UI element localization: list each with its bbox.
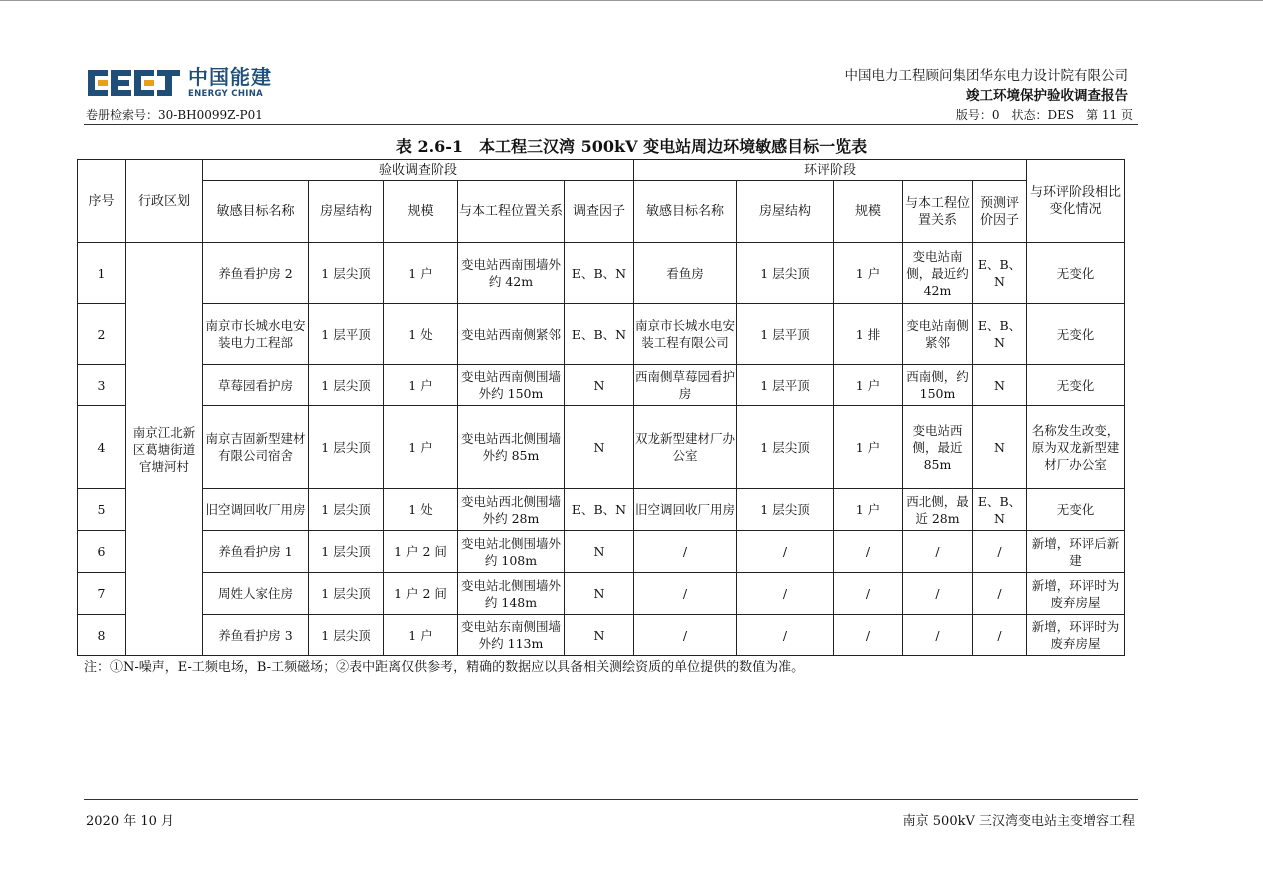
cell-acc-structure: 1 层平顶: [309, 304, 384, 365]
cell-acc-name: 养鱼看护房 2: [203, 243, 309, 304]
header-acc-position: 与本工程位置关系: [458, 181, 565, 243]
cell-acc-scale: 1 处: [384, 489, 458, 531]
cell-change: 无变化: [1027, 304, 1125, 365]
cell-acc-structure: 1 层尖顶: [309, 489, 384, 531]
cell-eia-name: 看鱼房: [634, 243, 737, 304]
volume-number: 卷册检索号：30-BH0099Z-P01: [86, 108, 263, 122]
cell-change: 新增，环评后新建: [1027, 531, 1125, 573]
cell-eia-structure: 1 层平顶: [737, 365, 834, 406]
cell-eia-structure: 1 层平顶: [737, 304, 834, 365]
cell-acc-scale: 1 户: [384, 365, 458, 406]
cell-seq: 5: [78, 489, 126, 531]
cell-acc-position: 变电站西北侧围墙外约 85m: [458, 406, 565, 489]
cell-acc-name: 养鱼看护房 1: [203, 531, 309, 573]
cell-eia-name: /: [634, 615, 737, 656]
cell-change: 无变化: [1027, 243, 1125, 304]
cell-eia-factor: /: [973, 531, 1027, 573]
table-row: [78, 489, 1125, 531]
cell-acc-factor: E、B、N: [565, 489, 634, 531]
cell-acc-structure: 1 层尖顶: [309, 531, 384, 573]
cell-acc-factor: N: [565, 615, 634, 656]
cell-acc-scale: 1 户 2 间: [384, 573, 458, 615]
cell-eia-name: 双龙新型建材厂办公室: [634, 406, 737, 489]
cell-change: 新增，环评时为废弃房屋: [1027, 573, 1125, 615]
cell-eia-position: 变电站南侧，最近约 42m: [903, 243, 973, 304]
footer-divider: [84, 799, 1138, 800]
header-acc-structure: 房屋结构: [309, 181, 384, 243]
header-acc-factor: 调查因子: [565, 181, 634, 243]
cell-eia-structure: 1 层尖顶: [737, 489, 834, 531]
table-row: [78, 531, 1125, 573]
company-logo: [86, 66, 272, 100]
header-acc-name: 敏感目标名称: [203, 181, 309, 243]
cell-acc-name: 南京吉固新型建材有限公司宿舍: [203, 406, 309, 489]
cell-acc-structure: 1 层尖顶: [309, 243, 384, 304]
cell-acc-name: 周姓人家住房: [203, 573, 309, 615]
table-note: 注：①N-噪声，E-工频电场，B-工频磁场；②表中距离仅供参考，精确的数据应以具备相关测绘资质的单位提供的数值为准。: [84, 660, 805, 675]
cell-acc-position: 变电站西南侧围墙外约 150m: [458, 365, 565, 406]
cell-eia-scale: 1 户: [834, 365, 903, 406]
cell-eia-structure: 1 层尖顶: [737, 406, 834, 489]
cell-eia-name: /: [634, 531, 737, 573]
cell-eia-position: /: [903, 615, 973, 656]
cell-eia-name: 南京市长城水电安装工程有限公司: [634, 304, 737, 365]
cell-eia-position: /: [903, 531, 973, 573]
cell-eia-position: 西北侧，最近 28m: [903, 489, 973, 531]
cell-acc-scale: 1 处: [384, 304, 458, 365]
table-row: [78, 406, 1125, 489]
cell-eia-factor: E、B、N: [973, 243, 1027, 304]
sensitive-targets-table: [77, 159, 1125, 656]
cell-acc-structure: 1 层尖顶: [309, 406, 384, 489]
header-eia-structure: 房屋结构: [737, 181, 834, 243]
header-change: 与环评阶段相比变化情况: [1027, 160, 1125, 243]
logo-en-text: ENERGY CHINA: [188, 89, 263, 100]
table-row: [78, 304, 1125, 365]
cell-eia-factor: N: [973, 406, 1027, 489]
header-divider: [84, 124, 1138, 125]
cell-seq: 7: [78, 573, 126, 615]
cell-acc-name: 旧空调回收厂用房: [203, 489, 309, 531]
cell-eia-position: 变电站西侧，最近 85m: [903, 406, 973, 489]
header-eia-position: 与本工程位置关系: [903, 181, 973, 243]
table-row: [78, 243, 1125, 304]
cell-acc-position: 变电站西北侧围墙外约 28m: [458, 489, 565, 531]
cell-acc-structure: 1 层尖顶: [309, 573, 384, 615]
footer-project: 南京 500kV 三汉湾变电站主变增容工程: [902, 814, 1135, 829]
ceec-logo-mark: [86, 66, 182, 100]
cell-change: 名称发生改变，原为双龙新型建材厂办公室: [1027, 406, 1125, 489]
cell-acc-name: 草莓园看护房: [203, 365, 309, 406]
cell-acc-factor: E、B、N: [565, 243, 634, 304]
cell-eia-name: 西南侧草莓园看护房: [634, 365, 737, 406]
header-acc-scale: 规模: [384, 181, 458, 243]
header-right: [845, 66, 1129, 106]
cell-acc-scale: 1 户 2 间: [384, 531, 458, 573]
report-title: 竣工环境保护验收调查报告: [966, 88, 1128, 104]
cell-acc-factor: E、B、N: [565, 304, 634, 365]
header-district: 行政区划: [126, 160, 203, 243]
cell-seq: 6: [78, 531, 126, 573]
header-eia-factor: 预测评价因子: [973, 181, 1027, 243]
cell-acc-factor: N: [565, 365, 634, 406]
cell-eia-factor: /: [973, 573, 1027, 615]
cell-acc-position: 变电站北侧围墙外约 108m: [458, 531, 565, 573]
cell-eia-position: 西南侧，约 150m: [903, 365, 973, 406]
cell-eia-scale: /: [834, 573, 903, 615]
cell-change: 新增，环评时为废弃房屋: [1027, 615, 1125, 656]
cell-seq: 3: [78, 365, 126, 406]
cell-district: 南京江北新区葛塘街道官塘河村: [126, 243, 203, 656]
table-row: [78, 365, 1125, 406]
cell-change: 无变化: [1027, 489, 1125, 531]
cell-acc-factor: N: [565, 406, 634, 489]
cell-acc-position: 变电站北侧围墙外约 148m: [458, 573, 565, 615]
cell-eia-position: /: [903, 573, 973, 615]
cell-eia-factor: /: [973, 615, 1027, 656]
header-eia-name: 敏感目标名称: [634, 181, 737, 243]
table-title: 表 2.6-1 本工程三汉湾 500kV 变电站周边环境敏感目标一览表: [395, 137, 868, 156]
cell-acc-scale: 1 户: [384, 406, 458, 489]
cell-eia-factor: E、B、N: [973, 489, 1027, 531]
cell-seq: 1: [78, 243, 126, 304]
cell-eia-scale: 1 排: [834, 304, 903, 365]
cell-acc-structure: 1 层尖顶: [309, 615, 384, 656]
cell-acc-name: 南京市长城水电安装电力工程部: [203, 304, 309, 365]
cell-change: 无变化: [1027, 365, 1125, 406]
table-row: [78, 615, 1125, 656]
logo-cn-text: 中国能建: [188, 65, 272, 90]
cell-seq: 4: [78, 406, 126, 489]
cell-eia-factor: E、B、N: [973, 304, 1027, 365]
table-row: [78, 573, 1125, 615]
header-seq: 序号: [78, 160, 126, 243]
cell-eia-position: 变电站南侧紧邻: [903, 304, 973, 365]
cell-eia-scale: 1 户: [834, 243, 903, 304]
cell-acc-name: 养鱼看护房 3: [203, 615, 309, 656]
cell-eia-scale: /: [834, 615, 903, 656]
cell-eia-structure: 1 层尖顶: [737, 243, 834, 304]
cell-acc-factor: N: [565, 531, 634, 573]
cell-eia-name: 旧空调回收厂用房: [634, 489, 737, 531]
cell-eia-scale: 1 户: [834, 406, 903, 489]
cell-acc-position: 变电站西南围墙外约 42m: [458, 243, 565, 304]
header-eia-stage: 环评阶段: [634, 160, 1027, 181]
footer-date: 2020 年 10 月: [86, 814, 175, 829]
cell-eia-scale: /: [834, 531, 903, 573]
cell-eia-structure: /: [737, 615, 834, 656]
top-rule: [0, 0, 1263, 1]
cell-seq: 8: [78, 615, 126, 656]
cell-acc-structure: 1 层尖顶: [309, 365, 384, 406]
version-page-info: 版号：0 状态：DES 第 11 页: [955, 108, 1133, 122]
cell-seq: 2: [78, 304, 126, 365]
cell-eia-factor: N: [973, 365, 1027, 406]
header-acceptance-stage: 验收调查阶段: [203, 160, 634, 181]
header-eia-scale: 规模: [834, 181, 903, 243]
cell-acc-scale: 1 户: [384, 243, 458, 304]
cell-acc-position: 变电站东南侧围墙外约 113m: [458, 615, 565, 656]
cell-eia-scale: 1 户: [834, 489, 903, 531]
cell-eia-name: /: [634, 573, 737, 615]
cell-eia-structure: /: [737, 531, 834, 573]
cell-acc-factor: N: [565, 573, 634, 615]
company-name: 中国电力工程顾问集团华东电力设计院有限公司: [844, 68, 1128, 84]
cell-acc-scale: 1 户: [384, 615, 458, 656]
cell-eia-structure: /: [737, 573, 834, 615]
cell-acc-position: 变电站西南侧紧邻: [458, 304, 565, 365]
